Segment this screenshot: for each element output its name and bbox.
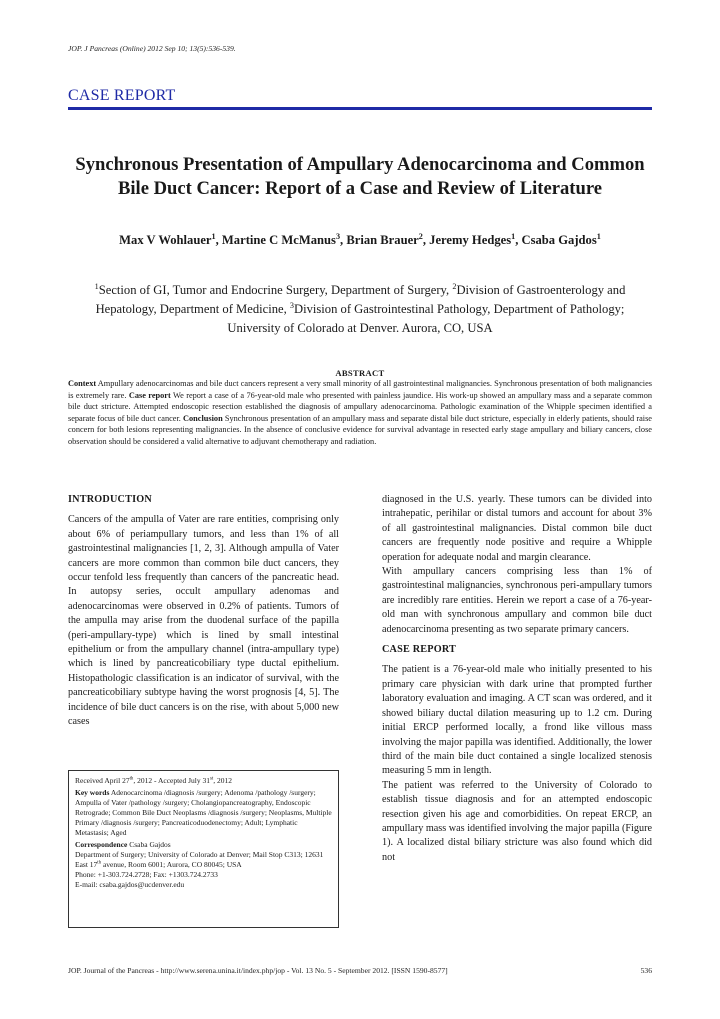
author-name: Jeremy Hedges — [429, 233, 512, 247]
title-line-1: Synchronous Presentation of Ampullary Adenocarcinoma and Common — [75, 154, 645, 175]
phone-fax: Phone: +1-303.724.2728; Fax: +1303.724.2733 — [75, 870, 218, 879]
email: E-mail: csaba.gajdos@ucdenver.edu — [75, 880, 185, 889]
introduction-text: Cancers of the ampulla of Vater are rare entities, comprising only about 6% of periampullary tumors, and less than 1% of all gastrointestinal malignancies [1, 2, 3]. Although ampulla of Vater cancers are more common than common bile duct cancers, they occur tenfold less frequently than cancers of the pancreatic head. In autopsy series, occult ampullary adenomas and adenocarcinomas were observed in 0.2% of patients. Tumors of the ampulla may arise from the duodenal surface of the papilla (peri-ampullary-type) which is lined by small intestinal epithelium or from the ampullary channel (intra-ampullary type) which is lined by pancreaticobiliary type ductal epithelium. Histopathologic classification is an indicator of survival, with the pancreaticobiliary subtype having the worst prognosis [4, 5]. The incidence of bile duct cancers is on the rise, with about 5,000 new cases — [68, 514, 339, 728]
abstract-body — [68, 378, 652, 447]
body-paragraph: diagnosed in the U.S. yearly. These tumors can be divided into intrahepatic, perihilar or distal tumors and account for about 3% of all gastrointestinal malignancies. Distal common bile duct cancers are frequently node positive and require a Whipple operation for adequate nodal and margin clearance. — [382, 494, 652, 563]
correspondence-address — [75, 850, 332, 870]
correspondence-name: Csaba Gajdos — [127, 840, 171, 849]
title-line-2: Bile Duct Cancer: Report of a Case and Review of Literature — [117, 178, 603, 199]
author-name: Max V Wohlauer — [119, 233, 212, 247]
author-affiliation: 1 — [511, 231, 516, 241]
author-name: Martine C McManus — [221, 233, 336, 247]
keywords-text: Adenocarcinoma /diagnosis /surgery; Adenoma /pathology /surgery; Ampulla of Vater /pathology /surgery; Cholangiopancreatography, Endoscopic Retrograde; Common Bile Duct Neoplasms /diagnosis /surgery; Neoplasms, Multiple Primary /diagnosis /surgery; Pancreaticoduodenectomy; Adult; Lymphatic Metastasis; Aged — [75, 788, 332, 837]
affiliation-number: 3 — [289, 300, 294, 310]
affiliation-text: Division of Gastroenterology and Hepatology, Department of Medicine, — [95, 283, 626, 316]
affiliation-text: Section of GI, Tumor and Endocrine Surgery, Department of Surgery, — [98, 283, 453, 297]
correspondence — [75, 840, 332, 850]
author-name: Brian Brauer — [346, 233, 419, 247]
section-label: CASE REPORT — [68, 87, 176, 104]
article-title — [60, 153, 660, 201]
body-paragraph: With ampullary cancers comprising less than 1% of gastrointestinal malignancies, synchronous peri-ampullary tumors are incredibly rare entities. Herein we report a case of a 76-year-old man with synchronous ampullary and common bile duct adenocarcinoma presenting as two separate primary cancers. — [382, 566, 652, 635]
left-column — [68, 493, 339, 730]
author-affiliation: 1 — [596, 231, 601, 241]
received-text: Received April 27 — [75, 776, 130, 785]
author-name: Csaba Gajdos — [521, 233, 597, 247]
body-paragraph: The patient is a 76-year-old male who initially presented to his primary care physician with dark urine that prompted further laboratory evaluation and imaging. A CT scan was ordered, and it showed biliary ductal dilation measuring up to 1.2 cm. During initial ERCP performed locally, a frond like villous mass involving the major papilla was identified. Additionally, the lower third of the main bile duct contained a single localized stenosis measuring 5 mm in length. — [382, 664, 652, 777]
keywords — [75, 788, 332, 838]
received-suffix: th — [129, 776, 134, 782]
abstract-conclusion-label: Conclusion — [183, 413, 223, 423]
address-suffix: th — [97, 860, 102, 866]
footer-journal: JOP. Journal of the Pancreas - http://www.serena.unina.it/index.php/jop - Vol. 13 No. 5 - September 2012. [ISSN 1590-8577] — [68, 966, 448, 975]
case-report-heading: CASE REPORT — [382, 644, 457, 656]
right-column — [382, 493, 652, 865]
received-accepted-dates — [75, 776, 332, 786]
abstract-case-text: We report a case of a 76-year-old male who presented with painless jaundice. His work-up showed an ampullary mass and a separate common bile duct stricture. Attempted endoscopic resection established the diagnosis of ampullary adenocarcinoma. Pathologic examination of the Whipple specimen identified a separate focus of bile duct cancer. — [68, 390, 652, 423]
author-affiliation: 1 — [211, 231, 216, 241]
journal-citation: JOP. J Pancreas (Online) 2012 Sep 10; 13(5):536-539. — [68, 44, 236, 53]
address-text-end: avenue, Room 6001; Aurora, CO 80045; USA — [101, 860, 242, 869]
author-list: Max V Wohlauer$^1$, Martine C McManus$^3$, Brian Brauer$^2$, Jeremy Hedges$^1$, Csaba Gajdos$^1$ — [119, 231, 601, 247]
address-text: Department of Surgery; University of Colorado at Denver; Mail Stop C313; 12631 East 17 — [75, 850, 324, 869]
abstract-heading: ABSTRACT — [335, 368, 385, 378]
affiliation-number: 1 — [94, 281, 99, 291]
page-number: 536 — [640, 966, 652, 975]
affiliation-text: Division of Gastrointestinal Pathology, Department of Pathology; University of Colorado at Denver. Aurora, CO, USA — [227, 302, 625, 335]
article-info-box — [68, 770, 339, 928]
abstract-context-label: Context — [68, 379, 97, 388]
affiliation-number: 2 — [452, 281, 457, 291]
author-affiliation: 3 — [335, 231, 341, 241]
body-paragraph: The patient was referred to the University of Colorado to establish tissue diagnosis and for an attempted endoscopic resection given his age and comorbidities. On repeat ERCP, an ampullary mass was identified involving the major papilla (Figure 1). A localized distal biliary stricture was also found which did not — [382, 779, 652, 863]
author-affiliation: 2 — [418, 231, 423, 241]
abstract-context-text: Ampullary adenocarcinomas and bile duct cancers represent a very small minority of all gastrointestinal malignancies. Synchronous presentation of both malignancies is extremely rare. — [68, 379, 652, 400]
abstract-case-label: Case report — [128, 390, 171, 400]
accepted-suffix: st — [210, 776, 214, 782]
accepted-text: , 2012 - Accepted July 31 — [133, 776, 211, 785]
keywords-label: Key words — [75, 788, 110, 797]
accepted-year: , 2012 — [213, 776, 233, 785]
affiliations — [70, 281, 650, 338]
abstract-conclusion-text: Synchronous presentation of an ampullary mass and separate distal bile duct stricture, especially in elderly patients, should raise concern for both lesions representing malignancies. In the absence of conclusive evidence for survival advantage in resected early stage ampullary and biliary cancers, close observation should be considered a valid alternative to adjuvant chemotherapy and radiation. — [68, 413, 652, 446]
introduction-heading: INTRODUCTION — [68, 494, 152, 505]
page-footer — [68, 966, 652, 975]
section-divider — [68, 107, 652, 110]
correspondence-label: Correspondence — [75, 840, 128, 849]
